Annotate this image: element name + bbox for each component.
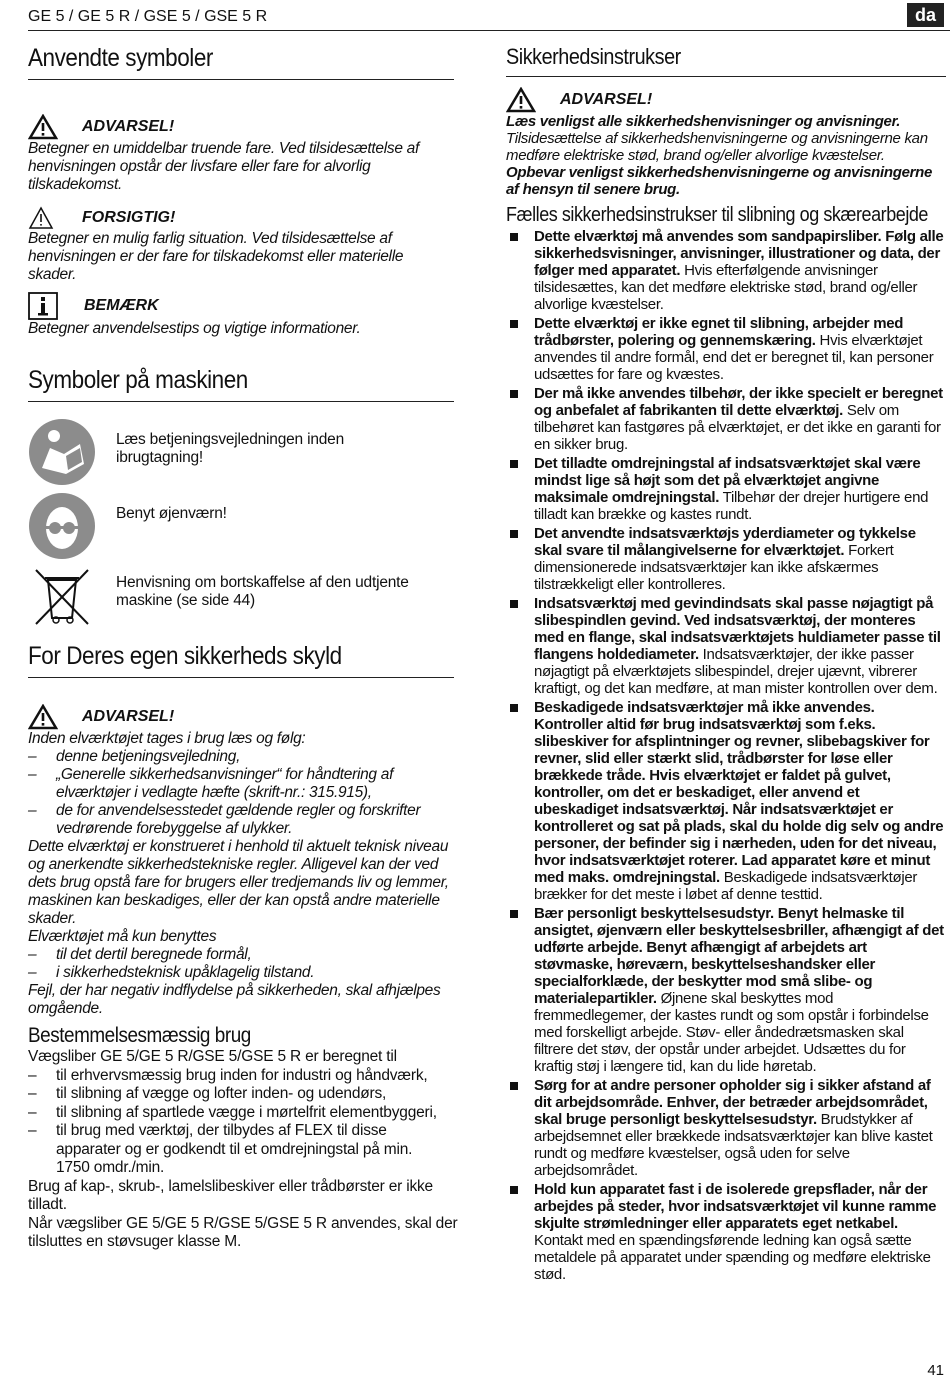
bullet-text: Selv om tilbehøret kan fastgøres på elværktøjet, er det ikke en garanti for en sikker brug.: [534, 402, 941, 453]
own-safety-list-2: [28, 946, 454, 982]
left-column: [28, 34, 458, 1252]
right-warning-bold: Læs venligst alle sikkerhedshenvisninger og anvisninger.: [506, 113, 901, 130]
own-safety-heading: For Deres egen sikkerheds skyld: [28, 642, 342, 670]
machine-symbols: [28, 418, 454, 628]
note-block: [28, 292, 454, 338]
own-safety-rule: [28, 677, 454, 678]
own-safety-intro: Inden elværktøjet tages i brug læs og følg:: [28, 730, 306, 747]
bullet-text: Kontakt med en spændingsførende ledning kan også sætte metaldele på apparatet under spænding og medføre elektriske stød.: [534, 1232, 931, 1283]
info-icon: [28, 292, 58, 320]
own-safety-block: [28, 704, 454, 1018]
right-warning-normal: Tilsidesættelse af sikkerhedshenvisningerne og anvisningerne kan medføre elektriske stød, brand og/eller alvorlige kvæstelser.: [506, 130, 928, 164]
bullet-bold: Det tilladte omdrejningstal af indsatsværktøjet skal være mindst lige så højt som det på elværktøjet angivne maksimale omdrejningstal.: [534, 455, 921, 506]
warning-text: Betegner en umiddelbar truende fare. Ved tilsidesættelse af henvisningen opstår der livsfare eller fare for alvorlig tilskadekomst.: [28, 140, 419, 193]
own-safety-paragraph: Fejl, der har negativ indflydelse på sikkerheden, skal afhjælpes omgående.: [28, 982, 441, 1017]
bullet-text: Brudstykker af arbejdsemnet eller brækkede indsatsværktøjer kan blive kastet rundt og medføre kvæstelser, også uden for selve arbejdsområdet.: [534, 1111, 933, 1179]
own-safety-label: ADVARSEL!: [82, 708, 175, 725]
bullet-bold: Hold kun apparatet fast i de isolerede grepsflader, når der arbejdes på steder, hvor indsatsværktøjet vil kunne ramme skjulte strømledninger eller apparatets eget netkabel.: [534, 1181, 937, 1232]
intended-use-list: [28, 1067, 468, 1178]
common-instructions-heading: Fælles sikkerhedsinstrukser til slibning og skærearbejde: [506, 204, 928, 226]
warning-triangle-icon: [28, 114, 58, 140]
document-header: GE 5 / GE 5 R / GSE 5 / GSE 5 R: [28, 8, 268, 25]
bullet-text: Hvis efterfølgende anvisninger tilsidesættes, kan det medføre elektriske stød, brand og/eller alvorlige kvæstelser.: [534, 262, 918, 313]
bullet-text: Forkert dimensionerede indsatsværktøjer kan ikke afskærmes tilstrækkeligt eller kontrolleres.: [534, 542, 894, 593]
list-item: – „Generelle sikkerhedsanvisninger“ for håndtering af elværktøjer i vedlagte hæfte (skrift-nr.: 315.915),: [28, 766, 454, 802]
page-number: 41: [927, 1362, 944, 1379]
symbol-row-disposal: [28, 566, 454, 628]
list-item: – til det dertil beregnede formål,: [28, 946, 454, 964]
own-safety-paragraph: Dette elværktøj er konstrueret i henhold til aktuelt teknisk niveau og anerkendte sikkerhedstekniske regler. Alligevel kan der ved dets brug opstå fare for brugers eller tredjemands liv og lemmer, maskinen kan beskadiges, eller der kan opstå andre materielle skader.: [28, 838, 449, 927]
machine-symbols-rule: [28, 401, 454, 402]
list-item: [506, 905, 946, 1075]
bullet-text: Indsatsværktøjer, der ikke passer nøjagtigt på elværktøjets slibespindel, drejer ujævnt, vibrerer kraftigt, og det kan medføre, at man mister kontrollen over dem.: [534, 646, 938, 697]
warning-label: ADVARSEL!: [82, 118, 175, 135]
list-item: [506, 699, 946, 903]
right-warning-block: [506, 87, 946, 198]
note-label: BEMÆRK: [84, 297, 159, 314]
bullet-bold: Bær personligt beskyttelsesudstyr. Benyt helmaske til ansigtet, øjenværn eller beskyttelsesbriller, afhængigt af det udførte arbejde. Benyt afhængigt af arbejdets art støvmaske, høreværn, beskyttelseshandsker eller specialforklæde, der beskytter mod små slibe- og materialepartikler.: [534, 905, 944, 1007]
caution-block: [28, 206, 454, 284]
symbols-rule: [28, 79, 454, 80]
list-item: – til brug med værktøj, der tilbydes af FLEX til disse apparater og er godkendt til et omdrejningstal på min. 1750 omdr./min.: [28, 1122, 416, 1178]
list-item: [506, 525, 946, 593]
warning-triangle-icon: [28, 704, 58, 730]
language-badge: da: [907, 3, 944, 27]
list-item: – i sikkerhedsteknisk upåklagelig tilstand.: [28, 964, 454, 982]
bullet-text: Tilbehør der drejer hurtigere end tilladt kan brække og kastes rundt.: [534, 489, 929, 523]
bullet-bold: Det anvendte indsatsværktøjs yderdiameter og tykkelse skal svare til målangivelserne for elværktøjet.: [534, 525, 916, 559]
list-item: [506, 1077, 946, 1179]
list-item: – de for anvendelsesstedet gældende regler og forskrifter vedrørende forebyggelse af ulykker.: [28, 802, 454, 838]
own-safety-list: [28, 748, 454, 838]
list-item: [506, 228, 946, 313]
symbol-row-eye: [28, 492, 454, 560]
bullet-bold: Der må ikke anvendes tilbehør, der ikke specielt er beregnet og anbefalet af fabrikanten til dette elværktøj.: [534, 385, 943, 419]
right-warning-text: [506, 113, 946, 198]
caution-text: Betegner en mulig farlig situation. Ved tilsidesættelse af henvisningen er der fare for tilskadekomst eller materielle skader.: [28, 230, 404, 283]
safety-instructions-rule: [506, 76, 946, 77]
intended-use-block: [28, 1048, 468, 1252]
list-item: [506, 315, 946, 383]
symbols-heading: Anvendte symboler: [28, 44, 213, 72]
intended-use-intro: Vægsliber GE 5/GE 5 R/GSE 5/GSE 5 R er beregnet til: [28, 1048, 397, 1065]
bullet-bold: Beskadigede indsatsværktøjer må ikke anvendes. Kontroller altid før brug indsatsværktøj som f.eks. slibeskiver for afsplintninger og revner, slibebagskiver for revner, slid eller stærkt slid, trådbørster for løse eller brækkede tråde. Hvis elværktøjet er faldet på gulvet, kontroller, om det er beskadiget, eller anvend et ubeskadiget indsatsværktøj. Når indsatsværktøjet er kontrolleret og sat på plads, skal du holde dig selv og andre personer, der befinder sig i nærheden, uden for det niveau, hvor indsatsværktøjet roterer. Lad apparatet køre et minut med maks. omdrejningstal.: [534, 699, 944, 886]
list-item: [506, 385, 946, 453]
bullet-text: Øjnene skal beskyttes mod fremmedlegemer, der kastes rundt og som opstår i forbindelse med forskelligt arbejde. Støv- eller åndedrætsmasken skal filtrere det støv, der opstår under arbejdet. Udsættes du for kraftig støj i længere tid, kan du lide høretab.: [534, 990, 929, 1075]
intended-use-heading: Bestemmelsesmæssig brug: [28, 1024, 251, 1047]
bullet-text: Hvis elværktøjet anvendes til andre formål, end det er beregnet til, kan personer udsættes for fare og kvæstes.: [534, 332, 934, 383]
bullet-bold: Indsatsværktøj med gevindindsats skal passe nøjagtigt på slibespindlen gevind. Ved indsatsværktøj, der monteres med en flange, skal indsatsværktøjets huldiameter passe til flangens holdediameter.: [534, 595, 941, 663]
bullet-bold: Sørg for at andre personer opholder sig i sikker afstand af dit arbejdsområde. Enhver, der betræder arbejdsområdet, skal bruge personligt beskyttelsesudstyr.: [534, 1077, 931, 1128]
warning-block: [28, 114, 454, 194]
intended-use-paragraph: Når vægsliber GE 5/GE 5 R/GSE 5/GSE 5 R anvendes, skal der tilsluttes en støvsuger klasse M.: [28, 1214, 458, 1250]
list-item: [506, 595, 946, 697]
right-column: [506, 34, 946, 1285]
right-warning-label: ADVARSEL!: [560, 91, 653, 108]
header-rule: [28, 30, 950, 31]
warning-triangle-icon: [506, 87, 536, 113]
bullet-bold: Dette elværktøj må anvendes som sandpapirsliber. Følg alle sikkerhedsvisninger, anvisninger, illustrationer og data, der følger med apparatet.: [534, 228, 944, 279]
read-manual-text: Læs betjeningsvejledningen inden ibrugtagning!: [116, 430, 344, 466]
safety-bullet-list: [506, 228, 946, 1283]
eye-protection-icon: [28, 492, 96, 560]
intended-use-paragraph: Brug af kap-, skrub-, lamelslibeskiver eller trådbørster er ikke tilladt.: [28, 1177, 433, 1213]
read-manual-icon: [28, 418, 96, 486]
disposal-text: Henvisning om bortskaffelse af den udtjente maskine (se side 44): [116, 573, 409, 609]
list-item: – til slibning af spartlede vægge i mørtelfrit elementbyggeri,: [28, 1104, 468, 1123]
own-safety-paragraph: Elværktøjet må kun benyttes: [28, 928, 217, 945]
safety-instructions-heading: Sikkerhedsinstrukser: [506, 44, 681, 69]
eye-protection-text: Benyt øjenværn!: [116, 504, 227, 522]
list-item: – til erhvervsmæssig brug inden for industri og håndværk,: [28, 1067, 468, 1086]
crossed-bin-icon: [28, 566, 96, 628]
list-item: – denne betjeningsvejledning,: [28, 748, 454, 766]
bullet-bold: Dette elværktøj er ikke egnet til slibning, arbejder med trådbørster, polering og gennemskæring.: [534, 315, 904, 349]
right-warning-bold-2: Opbevar venligst sikkerhedshenvisningerne og anvisningerne af hensyn til senere brug.: [506, 164, 933, 198]
symbol-row-read: [28, 418, 454, 486]
caution-label: FORSIGTIG!: [82, 209, 176, 226]
machine-symbols-heading: Symboler på maskinen: [28, 366, 248, 394]
caution-triangle-icon: [28, 206, 54, 230]
note-text: Betegner anvendelsestips og vigtige informationer.: [28, 320, 361, 337]
bullet-text: Beskadigede indsatsværktøjer brækker for det meste i løbet af denne testtid.: [534, 869, 918, 903]
list-item: [506, 1181, 946, 1283]
list-item: [506, 455, 946, 523]
list-item: – til slibning af vægge og lofter inden- og udendørs,: [28, 1085, 468, 1104]
